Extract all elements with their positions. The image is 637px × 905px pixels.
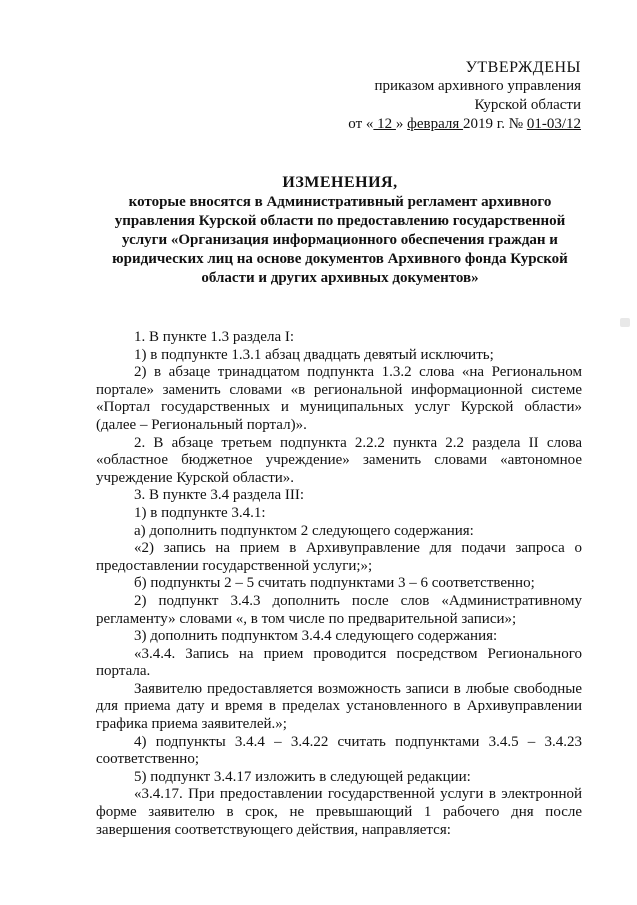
paragraph: «3.4.4. Запись на прием проводится посредством Регионального портала. bbox=[96, 645, 582, 680]
paragraph: 1) в подпункте 1.3.1 абзац двадцать девятый исключить; bbox=[134, 346, 494, 363]
document-body bbox=[96, 329, 582, 839]
date-between: » bbox=[395, 116, 408, 132]
paragraph: «2) запись на прием в Архивуправление для подачи запроса о предоставлении государственной услуги;»; bbox=[96, 540, 582, 574]
approval-line-2: Курской области bbox=[474, 97, 581, 113]
order-number: 01-03/12 bbox=[526, 116, 581, 132]
paragraph: а) дополнить подпунктом 2 следующего содержания: bbox=[134, 522, 474, 539]
heading-subtitle-line: области и других архивных документов» bbox=[201, 270, 479, 286]
date-prefix: от « bbox=[348, 116, 374, 132]
paragraph: 2. В абзаце третьем подпункта 2.2.2 пункта 2.2 раздела II слова «областное бюджетное учреждение» заменить словами «автономное учреждение Курской области». bbox=[96, 434, 582, 486]
heading-title: ИЗМЕНЕНИЯ, bbox=[282, 174, 398, 191]
approval-title: УТВЕРЖДЕНЫ bbox=[465, 59, 581, 76]
approval-block bbox=[321, 58, 581, 134]
heading-subtitle-line: которые вносятся в Административный регламент архивного bbox=[128, 194, 552, 210]
paragraph: б) подпункты 2 – 5 считать подпунктами 3 – 6 соответственно; bbox=[134, 575, 535, 592]
date-month: февраля bbox=[407, 116, 464, 132]
paragraph: Заявителю предоставляется возможность записи в любые свободные для приема дату и время в пределах установленного в Архивуправлении графика приема заявителей.»; bbox=[96, 680, 582, 733]
paragraph: «3.4.17. При предоставлении государственной услуги в электронной форме заявителю в срок, не превышающий 1 рабочего дня после завершения соответствующего действия, направляется: bbox=[96, 786, 582, 838]
heading-subtitle-line: услуги «Организация информационного обеспечения граждан и bbox=[122, 232, 558, 248]
paragraph: 2) в абзаце тринадцатом подпункта 1.3.2 слова «на Региональном портале» заменить словами «в региональной информационной системе «Портал государственных и муниципальных услуг Курской области» (далее – Региональный портал)». bbox=[96, 364, 582, 433]
paragraph: 1. В пункте 1.3 раздела I: bbox=[134, 329, 295, 345]
paragraph: 5) подпункт 3.4.17 изложить в следующей редакции: bbox=[134, 768, 471, 785]
document-heading bbox=[90, 173, 590, 288]
heading-subtitle-line: управления Курской области по предоставлению государственной bbox=[114, 213, 566, 229]
approval-date-line bbox=[321, 115, 581, 134]
paragraph: 3. В пункте 3.4 раздела III: bbox=[134, 487, 305, 504]
paragraph: 2) подпункт 3.4.3 дополнить после слов «Административному регламенту» словами «, в том числе по предварительной записи»; bbox=[96, 592, 582, 627]
paragraph: 4) подпункты 3.4.4 – 3.4.22 считать подпунктами 3.4.5 – 3.4.23 соответственно; bbox=[96, 733, 582, 768]
heading-subtitle-line: юридических лиц на основе документов Архивного фонда Курской bbox=[112, 251, 568, 267]
approval-line-1: приказом архивного управления bbox=[374, 78, 581, 94]
date-year: 2019 г. № bbox=[463, 116, 527, 132]
paragraph: 1) в подпункте 3.4.1: bbox=[134, 504, 266, 521]
date-day: 12 bbox=[373, 116, 396, 132]
paragraph: 3) дополнить подпунктом 3.4.4 следующего содержания: bbox=[134, 628, 498, 645]
scan-artifact bbox=[620, 318, 630, 327]
